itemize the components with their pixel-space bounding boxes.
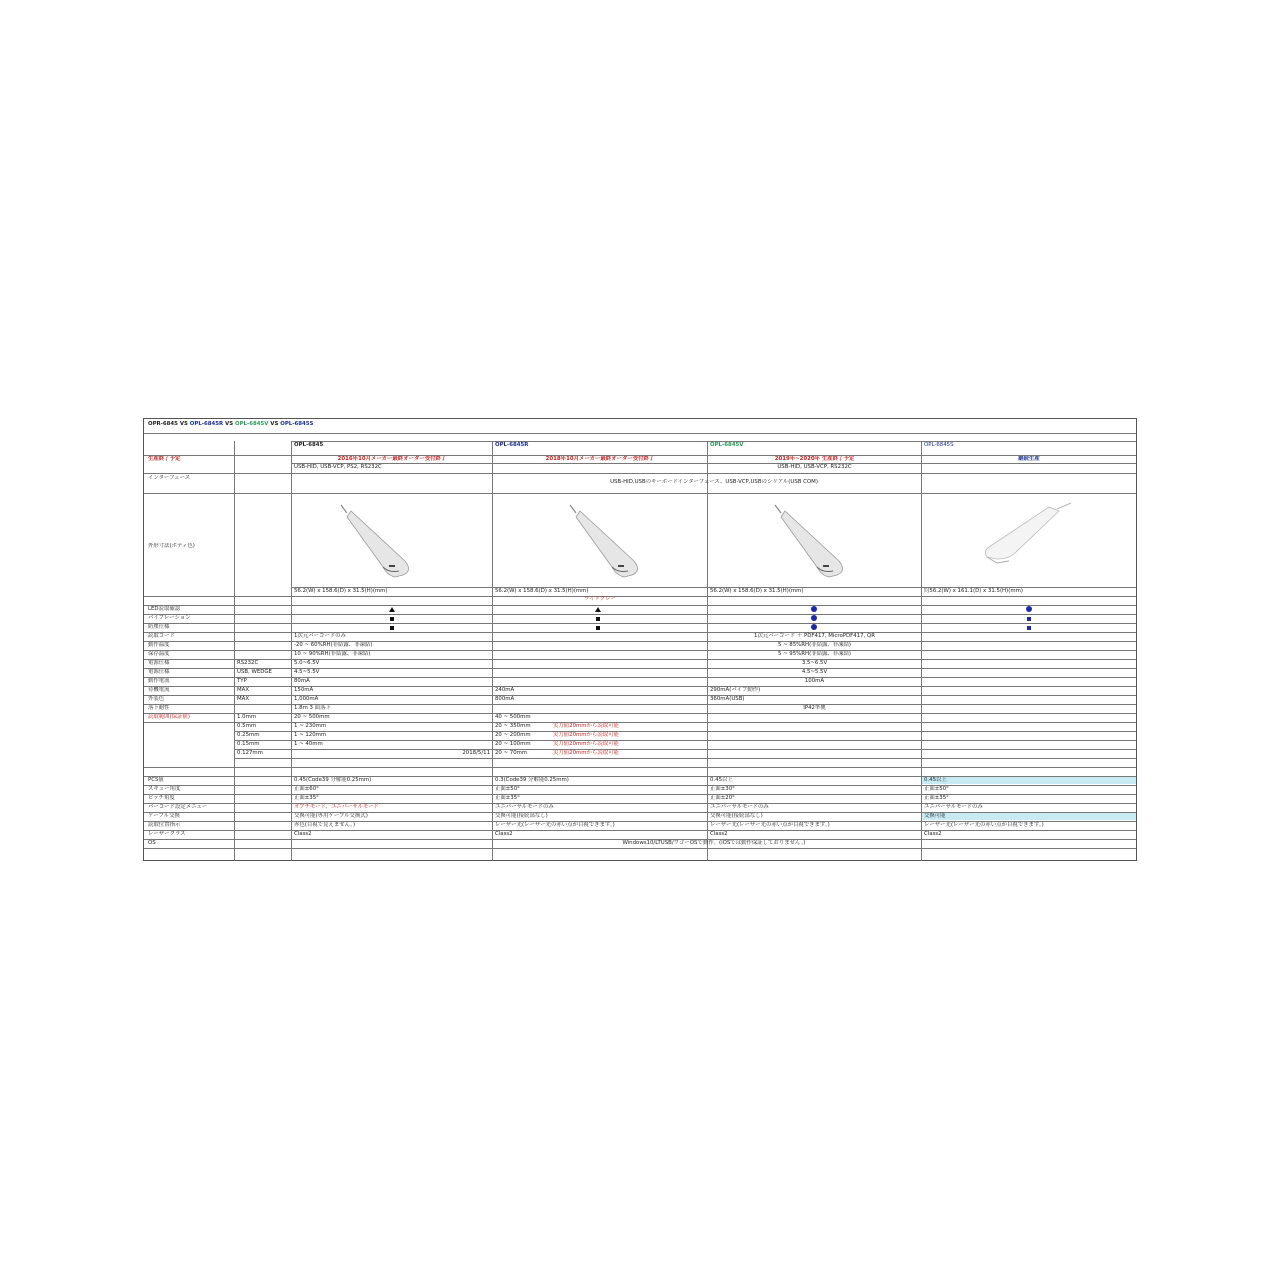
comparison-sheet [143,418,1137,861]
title-model-4: OPL-6845S [280,421,314,427]
label-op-temp: 動作温度 [148,642,170,648]
label-cable: ケーブル交換 [148,813,180,819]
status-2: 2018年10月メーカー最終オーダー受付終了 [545,456,655,462]
label-current3: 外装色 [148,696,165,702]
square-mark [390,617,394,621]
label-codes: 読取コード [148,633,175,639]
sublabel-typ: TYP [237,678,247,684]
model-name-2: OPL-6845R [495,442,529,448]
range-r2-1: 1 ~ 230mm [294,723,327,729]
laser-2: Class2 [495,831,513,837]
title-model-3: OPL-6845V [235,421,269,427]
cur-max2-2: 800mA [495,696,515,702]
label-volt2: 電源仕様 [148,669,170,675]
square-mark [596,617,600,621]
label-volt1: 電源仕様 [148,660,170,666]
title-line [146,421,446,428]
scanner-image-2 [564,499,664,583]
volt1-1: 5.0~6.5V [294,660,320,666]
model-name-4: OPL-6845S [924,442,954,448]
menu-3: ユニバーサルモードのみ [710,804,769,810]
pitch-1: 正面±35° [294,795,319,801]
model-name-3: OPL-6845V [710,442,744,448]
sublabel-usb: USB, WEDGE [237,669,272,675]
volt2-1: 4.5~5.5V [294,669,320,675]
menu-4: ユニバーサルモードのみ [924,804,983,810]
pcs-4: 0.45以上 [922,777,1136,784]
pcs-1: 0.45(Code39 分解能0.25mm) [294,777,372,783]
title-vs: VS [179,421,188,427]
square-mark [1027,626,1031,630]
range-r4-1: 1 ~ 40mm [294,741,323,747]
size-3: 56.2(W) x 158.6(D) x 31.5(H)(mm) [710,588,804,594]
cur-typ-rest: 100mA [804,678,825,684]
drop-1: 1.8m 3 面落下 [294,705,331,711]
sublabel-r5: 0.127mm [237,750,263,756]
label-drop: 落下耐性 [148,705,170,711]
laser-1: Class2 [294,831,312,837]
range-r2-2: 20 ~ 350mm [495,723,531,729]
range-r1-2: 40 ~ 500mm [495,714,531,720]
size-1: 56.2(W) x 158.6(D) x 31.5(H)(mm) [294,588,388,594]
label-status: 生産終了予定 [148,456,181,462]
menu-1: オプチモード、ユニバーサルモード [294,804,379,810]
aim-4: レーザー光(レーザー光の赤い点が目視できます。) [924,822,1044,828]
range-r3-note: 実力値20mmから読取可能 [553,732,619,738]
menu-2: ユニバーサルモードのみ [495,804,554,810]
label-barcode-menu: バーコード設定メニュー [148,804,208,810]
pcs-2: 0.3(Code39 分解能0.25mm) [495,777,569,783]
circle-mark [811,606,817,612]
cur-typ-1: 80mA [294,678,310,684]
label-range: 読取範囲(保証値) [148,714,190,720]
title-model-2: OPL-6845R [189,421,224,427]
cable-1: 交換可能(専用ケーブル交換式) [294,813,368,819]
label-led: LED読取確認 [148,606,181,612]
drop-rest: IP42準拠 [803,705,826,711]
aim-2: レーザー光(レーザー光の赤い点が目視できます。) [495,822,615,828]
pitch-2: 正面±35° [495,795,520,801]
size-2: 56.2(W) x 158.6(D) x 31.5(H)(mm) [495,588,589,594]
scan-1: 正面±60° [294,786,319,792]
sublabel-max2: MAX [237,696,250,702]
range-r3-2: 20 ~ 200mm [495,732,531,738]
label-stand: 防塵仕様 [148,624,170,630]
range-r4-2: 20 ~ 100mm [495,741,531,747]
label-scan-angle: スキュー角度 [148,786,181,792]
cur-max-1: 150mA [294,687,314,693]
title-vs: VS [270,421,279,427]
status-4: 継続生産 [1018,456,1040,462]
sublabel-max1: MAX [237,687,250,693]
aim-3: レーザー光(レーザー光の赤い点が目視できます。) [710,822,830,828]
sublabel-r2: 0.5mm [237,723,257,729]
cur-max2-1: 1,000mA [294,696,319,702]
store-temp-1: 10 ~ 90%RH(非結露、非凍結) [294,651,371,657]
label-os: OS [148,840,156,846]
label-store-temp: 保存温度 [148,651,170,657]
cur-max2-3: 360mA(USB) [710,696,745,702]
codes-1: 1次元バーコードのみ [294,633,346,639]
triangle-mark [595,607,601,612]
status-1: 2016年10月メーカー最終オーダー受付終了 [337,456,447,462]
laser-4: Class2 [924,831,942,837]
title-model-1: OPR-6845 [148,421,178,427]
codes-rest: 1次元バーコード ＋ PDF417, MicroPDF417, QR [754,633,875,639]
label-pcs: PCS値 [148,777,164,783]
label-laser: レーザークラス [148,831,186,837]
scanner-image-3 [769,499,869,583]
scanner-image-1 [339,499,439,583]
pitch-3: 正面±20° [710,795,735,801]
sublabel-rs232: RS232C [237,660,259,666]
label-pitch-angle: ピッチ角度 [148,795,175,801]
range-r5-date: 2018/5/11 [462,750,490,756]
cable-4: 交換可能 [922,813,1136,820]
label-vibration: バイブレーション [148,615,191,621]
circle-mark [811,624,817,630]
iface-1: USB-HID, USB-VCP, PS2, RS232C [294,464,382,470]
circle-mark [1026,606,1032,612]
square-mark [596,626,600,630]
laser-3: Class2 [710,831,728,837]
size-4: 約56.2(W) x 161.1(D) x 31.5(H)(mm) [924,588,1023,594]
os-all: Windows10/LTUSB/ワゴーOSで動作。(iOSでは動作保証しておりません。) [622,840,806,846]
cur-max-3: 290mA(バイブ動作) [710,687,761,693]
op-temp-rest: 5 ~ 85%RH(非結露、非凍結) [777,642,852,648]
scanner-image-4 [979,501,1079,581]
square-mark [1027,617,1031,621]
range-r2-note: 実力値20mmから読取可能 [553,723,619,729]
circle-mark [811,615,817,621]
model-name-1: OPL-6845 [294,442,324,448]
iface-full: USB-HID,USBのキーボードインターフェース、USB-VCP,USBのシリアル(USB COM) [610,479,818,485]
triangle-mark [389,607,395,612]
label-current1: 動作電流 [148,678,170,684]
aim-1: 赤色(目視で見えません。) [294,822,356,828]
label-aim: 読取位置指示 [148,822,181,828]
label-shape: 外形寸法(ボディ色) [148,543,195,549]
sublabel-r3: 0.25mm [237,732,260,738]
title-vs: VS [225,421,234,427]
scan-2: 正面±50° [495,786,520,792]
status-3: 2019年~2020年 生産終了予定 [774,456,855,462]
color-2: ライトグレー [583,596,617,602]
sublabel-r4: 0.15mm [237,741,260,747]
range-r5-2: 20 ~ 70mm [495,750,528,756]
cable-2: 交換可能(接続部なし) [495,813,548,819]
scan-4: 正面±50° [924,786,949,792]
pcs-3: 0.45以上 [710,777,733,783]
cur-max-2: 240mA [495,687,515,693]
range-r4-note: 実力値20mmから読取可能 [553,741,619,747]
label-current2: 待機電流 [148,687,170,693]
volt2-rest: 4.5~5.5V [801,669,828,675]
op-temp-1: -20 ~ 60%RH(非結露、非凍結) [294,642,373,648]
store-temp-rest: 5 ~ 95%RH(非結露、非凍結) [777,651,852,657]
cable-3: 交換可能(接続部なし) [710,813,763,819]
iface-3: USB-HID, USB-VCP, RS232C [777,464,852,470]
square-mark [390,626,394,630]
scan-3: 正面±30° [710,786,735,792]
volt1-rest: 3.5~6.5V [801,660,828,666]
label-interface: インターフェース [148,475,191,481]
range-r5-note: 実力値20mmから読取可能 [553,750,619,756]
sublabel-r1: 1.0mm [237,714,257,720]
pitch-4: 正面±35° [924,795,949,801]
range-r1-1: 20 ~ 500mm [294,714,330,720]
range-r3-1: 1 ~ 120mm [294,732,327,738]
